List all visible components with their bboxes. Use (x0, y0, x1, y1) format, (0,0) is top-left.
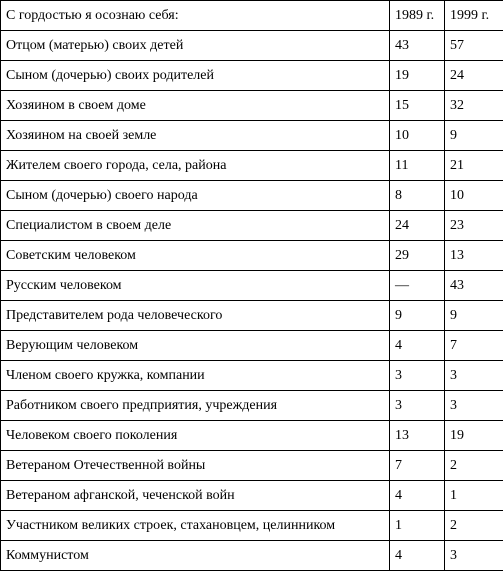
table-row (1, 511, 503, 541)
value-1999-cell: 3 (445, 541, 503, 571)
value-1989-cell: 7 (390, 451, 445, 481)
value-1999-cell: 19 (445, 421, 503, 451)
row-label-cell: Отцом (матерью) своих детей (1, 31, 390, 61)
value-1989-cell: 9 (390, 301, 445, 331)
table-row (1, 211, 503, 241)
value-1989-cell: 4 (390, 481, 445, 511)
row-label-cell: Человеком своего поколения (1, 421, 390, 451)
row-label-cell: Участником великих строек, стахановцем, целинником (1, 511, 390, 541)
table-row (1, 181, 503, 211)
value-1989-cell: 10 (390, 121, 445, 151)
value-1999-cell: 43 (445, 271, 503, 301)
row-label-cell: Ветераном афганской, чеченской войн (1, 481, 390, 511)
table-row (1, 421, 503, 451)
table-row (1, 91, 503, 121)
value-1999-cell: 32 (445, 91, 503, 121)
header-row (1, 1, 503, 31)
value-1999-cell: 13 (445, 241, 503, 271)
value-1999-cell: 9 (445, 121, 503, 151)
value-1999-cell: 2 (445, 451, 503, 481)
value-1999-cell: 2 (445, 511, 503, 541)
value-1999-cell: 21 (445, 151, 503, 181)
value-1989-cell: 1 (390, 511, 445, 541)
value-1999-cell: 9 (445, 301, 503, 331)
header-year-1989-cell: 1989 г. (390, 1, 445, 31)
row-label-cell: Советским человеком (1, 241, 390, 271)
value-1999-cell: 1 (445, 481, 503, 511)
value-1989-cell: 13 (390, 421, 445, 451)
value-1999-cell: 24 (445, 61, 503, 91)
table-row (1, 481, 503, 511)
value-1999-cell: 23 (445, 211, 503, 241)
row-label-cell: Представителем рода человеческого (1, 301, 390, 331)
row-label-cell: Членом своего кружка, компании (1, 361, 390, 391)
value-1989-cell: 43 (390, 31, 445, 61)
value-1999-cell: 3 (445, 391, 503, 421)
table-row (1, 61, 503, 91)
row-label-cell: Хозяином на своей земле (1, 121, 390, 151)
table-row (1, 361, 503, 391)
value-1999-cell: 10 (445, 181, 503, 211)
table-row (1, 31, 503, 61)
table-row (1, 331, 503, 361)
row-label-cell: Специалистом в своем деле (1, 211, 390, 241)
table-row (1, 121, 503, 151)
row-label-cell: Сыном (дочерью) своих родителей (1, 61, 390, 91)
header-label-cell: С гордостью я осознаю себя: (1, 1, 390, 31)
value-1989-cell: 19 (390, 61, 445, 91)
table-row (1, 451, 503, 481)
value-1989-cell: 24 (390, 211, 445, 241)
row-label-cell: Коммунистом (1, 541, 390, 571)
row-label-cell: Работником своего предприятия, учреждения (1, 391, 390, 421)
value-1989-cell: 15 (390, 91, 445, 121)
row-label-cell: Русским человеком (1, 271, 390, 301)
value-1989-cell: — (390, 271, 445, 301)
value-1989-cell: 29 (390, 241, 445, 271)
value-1989-cell: 8 (390, 181, 445, 211)
value-1999-cell: 7 (445, 331, 503, 361)
row-label-cell: Ветераном Отечественной войны (1, 451, 390, 481)
value-1989-cell: 3 (390, 391, 445, 421)
table-row (1, 541, 503, 571)
table-body (1, 1, 503, 571)
value-1989-cell: 4 (390, 541, 445, 571)
value-1989-cell: 11 (390, 151, 445, 181)
table-row (1, 391, 503, 421)
row-label-cell: Жителем своего города, села, района (1, 151, 390, 181)
table-row (1, 151, 503, 181)
value-1989-cell: 4 (390, 331, 445, 361)
row-label-cell: Верующим человеком (1, 331, 390, 361)
value-1989-cell: 3 (390, 361, 445, 391)
value-1999-cell: 57 (445, 31, 503, 61)
table-row (1, 271, 503, 301)
row-label-cell: Сыном (дочерью) своего народа (1, 181, 390, 211)
table-row (1, 241, 503, 271)
value-1999-cell: 3 (445, 361, 503, 391)
header-year-1999-cell: 1999 г. (445, 1, 503, 31)
table-row (1, 301, 503, 331)
row-label-cell: Хозяином в своем доме (1, 91, 390, 121)
